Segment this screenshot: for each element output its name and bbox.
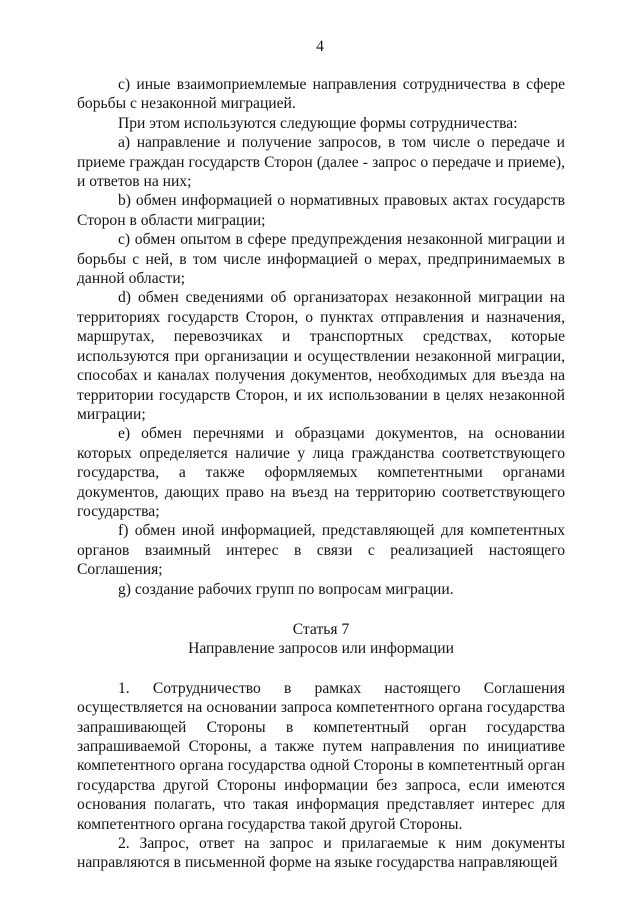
page-number: 4 [316,38,324,55]
paragraph: 2. Запрос, ответ на запрос и прилагаемые к ним документы направляются в письменной форме на языке государства направляющей [77,835,565,872]
list-item: g) создание рабочих групп по вопросам миграции. [118,580,454,598]
list-item: a) направление и получение запросов, в том числе о передаче и приеме граждан государств Сторон (далее - запрос о передаче и приеме), и ответов на них; [77,134,565,191]
list-item: e) обмен перечнями и образцами документов, на основании которых определяется наличие у лица гражданства соответствующего государства, а также оформляемых компетентными органами документов, дающих право на въезд на территорию соответствующего государства; [77,425,565,520]
list-item: d) обмен сведениями об организаторах незаконной миграции на территориях государств Сторон, о пунктах отправления и назначения, маршрутах, перевозчиках и транспортных средствах, которые используются при организации и осуществлении незаконной миграции, способах и каналах получения документов, необходимых для въезда на территории государств Сторон, и их использовании в целях незаконной миграции; [77,289,565,423]
paragraph: При этом используются следующие формы сотрудничества: [118,114,518,132]
spacer [77,599,565,620]
list-item: f) обмен иной информацией, представляющей для компетентных органов взаимный интерес в связи с реализацией настоящего Соглашения; [77,522,565,579]
paragraph: 1. Сотрудничество в рамках настоящего Соглашения осуществляется на основании запроса компетентного органа государства запрашивающей Стороны в компетентный орган государства запрашиваемой Стороны, а также путем направления по инициативе компетентного органа государства одной Стороны в компетентный орган государства другой Стороны информации без запроса, если имеются основания полагать, что такая информация представляет интерес для компетентного органа государства такой другой Стороны. [77,679,565,833]
list-item: b) обмен информацией о нормативных правовых актах государств Сторон в области миграции; [77,192,565,229]
document-body [77,75,565,873]
list-item: c) обмен опытом в сфере предупреждения незаконной миграции и борьбы с ней, в том числе информацией о мерах, предпринимаемых в данной области; [77,231,565,288]
spacer [77,659,565,679]
article-number: Статья 7 [292,620,350,638]
paragraph: c) иные взаимоприемлемые направления сотрудничества в сфере борьбы с незаконной миграцией. [77,76,565,113]
article-title: Направление запросов или информации [188,640,454,658]
